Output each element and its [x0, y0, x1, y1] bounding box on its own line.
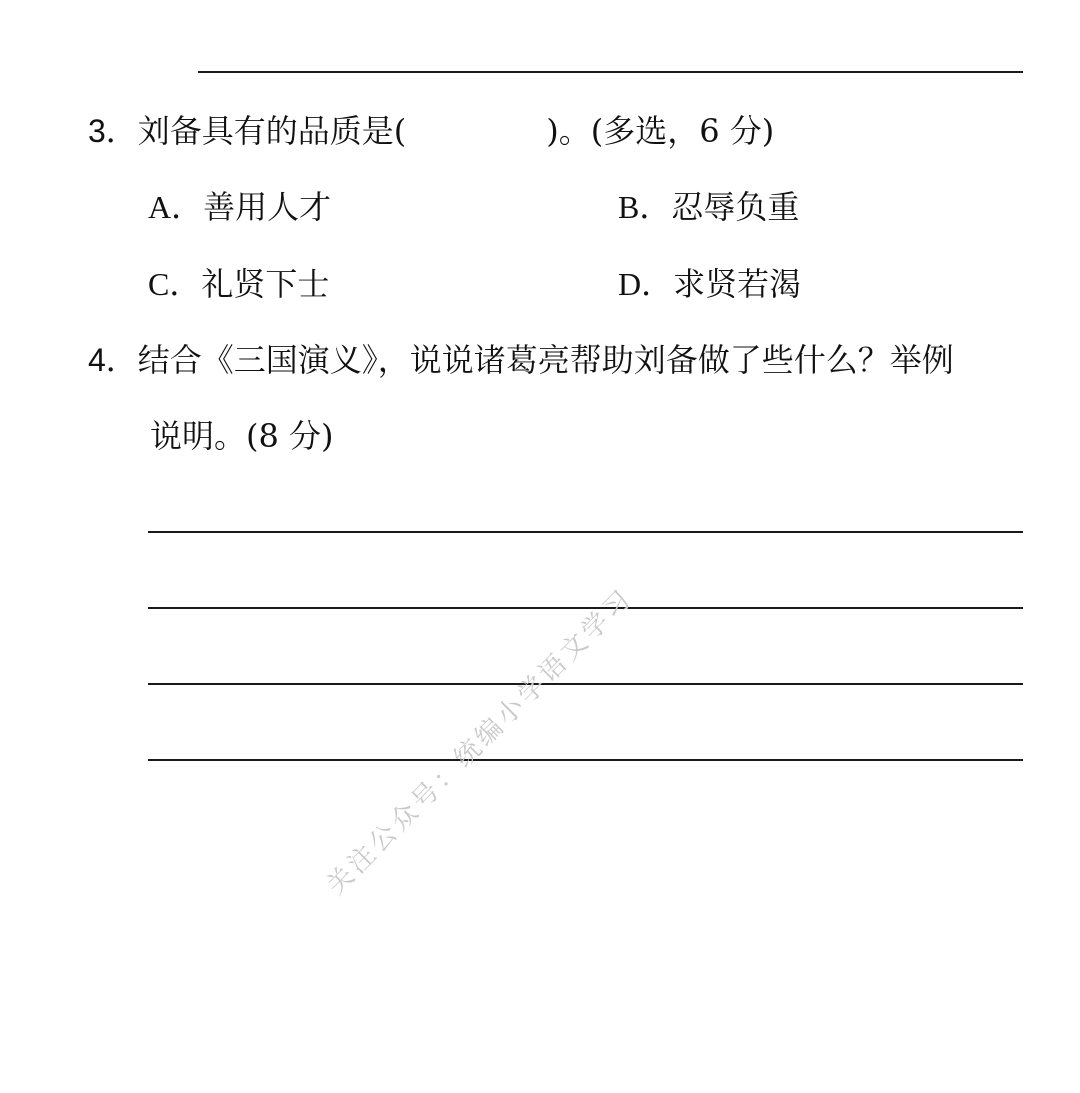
option-a[interactable]: [148, 187, 331, 227]
option-a-text: 善用人才: [203, 188, 332, 226]
question-3-number: 3: [88, 113, 106, 149]
question-4-stem-line2: 说明。(8 分): [150, 417, 334, 455]
option-c-text: 礼贤下士: [201, 265, 330, 303]
option-d[interactable]: [618, 264, 801, 304]
answer-line-3[interactable]: [148, 683, 1023, 685]
question-4-stem-line1: [88, 340, 954, 380]
question-4-number: 4: [88, 342, 106, 378]
question-3-stem-before: ．刘备具有的品质是(: [105, 112, 407, 150]
question-3-stem-after: )。(多选，6 分): [546, 112, 775, 150]
answer-line-4[interactable]: [148, 759, 1023, 761]
option-b[interactable]: [618, 187, 799, 227]
answer-line-1[interactable]: [148, 531, 1023, 533]
option-a-letter: A．: [148, 189, 204, 225]
option-d-letter: D．: [618, 266, 674, 302]
previous-answer-line: [198, 71, 1023, 73]
option-b-text: 忍辱负重: [671, 188, 800, 226]
option-d-text: 求贤若渴: [673, 265, 802, 303]
watermark-text: 关注公众号：统编小学语文学习: [321, 582, 640, 901]
option-c-letter: C．: [148, 266, 202, 302]
option-c[interactable]: [148, 264, 329, 304]
question-3-stem: [88, 111, 774, 151]
question-4-stem-text: ．结合《三国演义》，说说诸葛亮帮助刘备做了些什么？举例: [105, 341, 954, 379]
option-b-letter: B．: [618, 189, 672, 225]
